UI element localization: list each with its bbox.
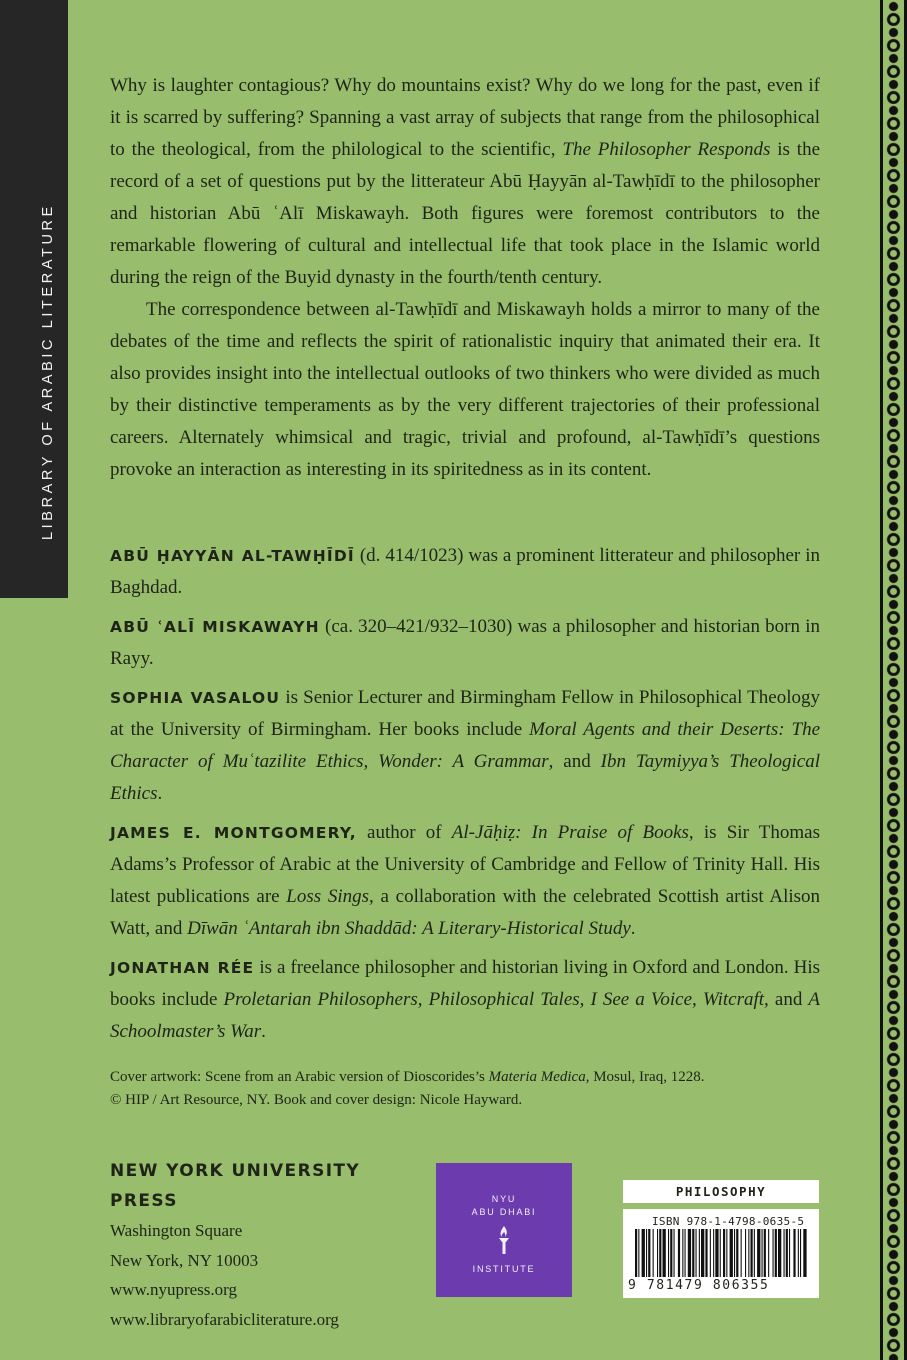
barcode-bar bbox=[696, 1229, 697, 1277]
barcode-bar bbox=[710, 1229, 711, 1277]
barcode-bar bbox=[748, 1229, 749, 1277]
barcode-bar bbox=[784, 1229, 785, 1277]
address-line-1: Washington Square bbox=[110, 1221, 243, 1240]
barcode-bar bbox=[789, 1229, 790, 1277]
credit-line-2: © HIP / Art Resource, NY. Book and cover design: Nicole Hayward. bbox=[110, 1092, 523, 1108]
bio-tawhidi bbox=[110, 540, 820, 604]
barcode-bar bbox=[793, 1229, 795, 1277]
barcode-bar bbox=[670, 1229, 672, 1277]
credit-line-1 bbox=[110, 1066, 820, 1089]
decorative-border bbox=[880, 0, 907, 1360]
book-title: Dīwān ʿAntarah ibn Shaddād: A Literary-Historical Study bbox=[187, 918, 631, 939]
barcode-bar bbox=[685, 1229, 686, 1277]
bio-text: . bbox=[261, 1021, 266, 1042]
barcode-digits: 9 781479 806355 bbox=[628, 1278, 770, 1293]
barcode-bar bbox=[798, 1229, 799, 1277]
barcode-bar bbox=[778, 1229, 781, 1277]
spine-strip bbox=[0, 0, 68, 598]
barcode bbox=[623, 1209, 819, 1298]
bio-text: is Senior Lecturer and Birmingham Fellow in Philosophical Theology at the University of Birmingham. Her books include bbox=[110, 687, 820, 740]
blurb bbox=[110, 70, 820, 486]
logo-text: NYU bbox=[491, 1194, 517, 1204]
book-title: Al-Jāḥiẓ: In Praise of Books bbox=[451, 822, 689, 843]
barcode-bar bbox=[762, 1229, 763, 1277]
website-link[interactable]: www.nyupress.org bbox=[110, 1280, 238, 1299]
book-title: A Schoolmaster’s War bbox=[110, 989, 820, 1042]
barcode-bar bbox=[734, 1229, 735, 1277]
barcode-bar bbox=[730, 1229, 733, 1277]
barcode-bar bbox=[692, 1229, 694, 1277]
barcode-bar bbox=[773, 1229, 774, 1277]
logo-text: ABU DHABI bbox=[471, 1207, 537, 1217]
bio-text: , a collaboration with the celebrated Scottish artist Alison Watt, and bbox=[110, 886, 821, 939]
category-label: PHILOSOPHY bbox=[623, 1180, 819, 1203]
bio-vasalou bbox=[110, 682, 820, 810]
bio-text: and bbox=[768, 989, 809, 1010]
barcode-bar bbox=[775, 1229, 777, 1277]
blurb-paragraph-2: The correspondence between al-Tawḥīdī and Miskawayh holds a mirror to many of the debates of the time and reflects the spirit of rationalistic inquiry that animated their era. It also provides insight into the intellectual outlooks of two thinkers who were divided as much by their distinctive temperaments as by the very different trajectories of their professional careers. Alternately whimsical and tragic, trivial and profound, al-Tawḥīdī’s questions provoke an interaction as interesting in its spiritedness as in its content. bbox=[110, 299, 820, 480]
barcode-bar bbox=[657, 1229, 658, 1277]
barcode-bar bbox=[635, 1229, 637, 1277]
credit-text: , Mosul, Iraq, 1228. bbox=[585, 1069, 705, 1085]
barcode-bar bbox=[764, 1229, 766, 1277]
address-line-2: New York, NY 10003 bbox=[110, 1250, 259, 1270]
barcode-bar bbox=[723, 1229, 725, 1277]
bio-ree bbox=[110, 952, 820, 1048]
book-title: Ibn Taymiyya’s Theological Ethics bbox=[110, 751, 821, 804]
barcode-bar bbox=[754, 1229, 755, 1277]
series-title: LIBRARY OF ARABIC LITERATURE bbox=[40, 203, 56, 540]
bio-montgomery bbox=[110, 817, 820, 945]
author-name: ABŪ ḤAYYĀN AL-TAWḤĪDĪ bbox=[110, 547, 355, 565]
barcode-bar bbox=[701, 1229, 704, 1277]
blurb-paragraph-1 bbox=[110, 70, 820, 294]
barcode-bar bbox=[678, 1229, 680, 1277]
publisher-name: NEW YORK UNIVERSITY PRESS bbox=[110, 1161, 361, 1211]
barcode-bar bbox=[726, 1229, 727, 1277]
barcode-bar bbox=[768, 1229, 769, 1277]
book-title: Materia Medica bbox=[488, 1069, 586, 1085]
barcode-bar bbox=[715, 1229, 718, 1277]
barcode-bar bbox=[803, 1229, 806, 1277]
barcode-bar bbox=[786, 1229, 788, 1277]
bio-text: author of bbox=[356, 822, 452, 843]
bio-miskawayh bbox=[110, 611, 820, 675]
bio-text: , is Sir Thomas Adams’s Professor of Arabic at the University of Cambridge and Fellow of Trinity Hall. His latest publications are bbox=[110, 822, 820, 907]
bio-text: , and bbox=[548, 751, 601, 772]
barcode-bar bbox=[713, 1229, 714, 1277]
book-title: Loss Sings bbox=[286, 886, 370, 907]
barcode-bar bbox=[705, 1229, 707, 1277]
book-title: Proletarian Philosophers, Philosophical Tales, I See a Voice, Witcraft, bbox=[223, 989, 769, 1010]
barcode-bar bbox=[688, 1229, 691, 1277]
barcode-bar bbox=[720, 1229, 721, 1277]
author-name: JONATHAN RÉE bbox=[110, 959, 255, 977]
blurb-text: Why is laughter contagious? Why do mountains exist? Why do we long for the past, even if it is scarred by suffering? Spanning a vast array of subjects that range from the philosophical to the theological, from the philological to the scientific, bbox=[110, 75, 820, 160]
logo-text: INSTITUTE bbox=[472, 1264, 536, 1274]
barcode-bar bbox=[638, 1229, 639, 1277]
author-name: ABŪ ʿALĪ MISKAWAYH bbox=[110, 618, 320, 636]
torch-icon bbox=[495, 1225, 513, 1255]
barcode-bar bbox=[757, 1229, 760, 1277]
bio-text: is a freelance philosopher and historian living in Oxford and London. His books include bbox=[110, 957, 820, 1010]
bio-text: . bbox=[157, 783, 163, 804]
barcode-bar bbox=[653, 1229, 654, 1277]
barcode-bar bbox=[646, 1229, 647, 1277]
barcode-bar bbox=[699, 1229, 700, 1277]
publisher-info bbox=[110, 1156, 420, 1334]
book-title: The Philosopher Responds bbox=[562, 139, 771, 160]
barcode-bar bbox=[674, 1229, 675, 1277]
website-link[interactable]: www.libraryofarabicliterature.org bbox=[110, 1309, 339, 1329]
cover-credit bbox=[110, 1066, 820, 1112]
institute-logo bbox=[436, 1163, 572, 1297]
author-name: SOPHIA VASALOU bbox=[110, 689, 281, 707]
barcode-bar bbox=[751, 1229, 753, 1277]
barcode-bar bbox=[800, 1229, 801, 1277]
barcode-bar bbox=[648, 1229, 650, 1277]
bio-text: (ca. 320–421/932–1030) was a philosopher and historian born in Rayy. bbox=[110, 616, 820, 669]
barcode-bar bbox=[642, 1229, 645, 1277]
barcode-bar bbox=[741, 1229, 742, 1277]
barcode-bar bbox=[736, 1229, 738, 1277]
book-title: Moral Agents and their Deserts: The Character of Muʿtazilite Ethics, Wonder: A Grammar bbox=[110, 719, 820, 772]
barcode-bar bbox=[663, 1229, 666, 1277]
barcode-bar bbox=[745, 1229, 746, 1277]
isbn-number: ISBN 978-1-4798-0635-5 bbox=[652, 1215, 805, 1228]
bio-text: . bbox=[630, 918, 636, 939]
barcode-bar bbox=[659, 1229, 661, 1277]
barcode-bar bbox=[668, 1229, 669, 1277]
barcode-bars bbox=[633, 1229, 809, 1277]
credit-text: Cover artwork: Scene from an Arabic version of Dioscorides’s bbox=[110, 1069, 489, 1085]
blurb-text: is the record of a set of questions put by the litterateur Abū Ḥayyān al-Tawḥīdī to the philosopher and historian Abū ʿAlī Miskawayh. Both figures were foremost contributors to the remarkable flowering of cultural and intellectual life that took place in the Islamic world during the reign of the Buyid dynasty in the fourth/tenth century. bbox=[110, 139, 821, 288]
bio-text: (d. 414/1023) was a prominent litterateur and philosopher in Baghdad. bbox=[110, 545, 820, 598]
author-name: JAMES E. MONTGOMERY, bbox=[110, 824, 357, 842]
barcode-bar bbox=[682, 1229, 683, 1277]
